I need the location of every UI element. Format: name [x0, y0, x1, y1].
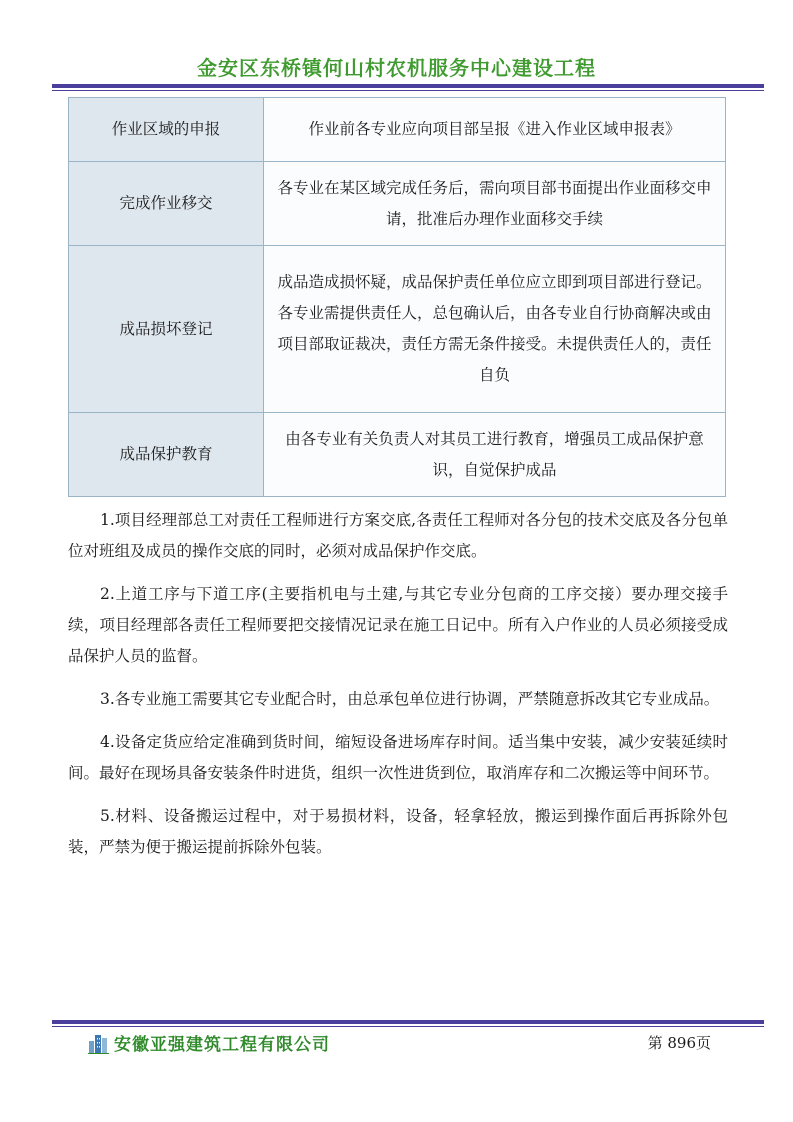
table-cell-label: 完成作业移交 [69, 162, 264, 246]
table-cell-label: 作业区域的申报 [69, 98, 264, 162]
body-text [68, 505, 728, 875]
footer-rule-thin [52, 1026, 764, 1027]
paragraph: 1.项目经理部总工对责任工程师进行方案交底,各责任工程师对各分包的技术交底及各分包单位对班组及成员的操作交底的同时，必须对成品保护作交底。 [68, 511, 728, 560]
header-rule-thin [52, 90, 764, 91]
paragraph: 4.设备定货应给定准确到货时间，缩短设备进场库存时间。适当集中安装，减少安装延续时间。最好在现场具备安装条件时进货，组织一次性进货到位，取消库存和二次搬运等中间环节。 [68, 733, 728, 782]
table-row [69, 246, 726, 413]
protection-table [68, 97, 726, 497]
header-rule-thick [52, 84, 764, 88]
table-cell-desc: 成品造成损怀疑，成品保护责任单位应立即到项目部进行登记。各专业需提供责任人，总包确认后，由各专业自行协商解决或由项目部取证裁决，责任方需无条件接受。未提供责任人的，责任自负 [264, 246, 726, 413]
table-row [69, 98, 726, 162]
page-header-title: 金安区东桥镇何山村农机服务中心建设工程 [197, 56, 596, 80]
table-row [69, 413, 726, 497]
building-logo-icon [88, 1032, 110, 1054]
paragraph: 2.上道工序与下道工序(主要指机电与土建,与其它专业分包商的工序交接）要办理交接手续，项目经理部各责任工程师要把交接情况记录在施工日记中。所有入户作业的人员必须接受成品保护人员的监督。 [68, 585, 728, 665]
table-cell-label: 成品保护教育 [69, 413, 264, 497]
page-number: 第 896页 [647, 1034, 711, 1052]
paragraph: 3.各专业施工需要其它专业配合时，由总承包单位进行协调，严禁随意拆改其它专业成品。 [100, 690, 720, 708]
company-name: 安徽亚强建筑工程有限公司 [114, 1035, 330, 1055]
table-row [69, 162, 726, 246]
paragraph: 5.材料、设备搬运过程中，对于易损材料，设备，轻拿轻放，搬运到操作面后再拆除外包装，严禁为便于搬运提前拆除外包装。 [68, 807, 728, 856]
table-cell-desc: 由各专业有关负责人对其员工进行教育，增强员工成品保护意识，自觉保护成品 [264, 413, 726, 497]
footer-company [88, 1030, 330, 1055]
table-cell-desc: 各专业在某区域完成任务后，需向项目部书面提出作业面移交申请，批准后办理作业面移交手续 [264, 162, 726, 246]
table-cell-label: 成品损坏登记 [69, 246, 264, 413]
table-cell-desc: 作业前各专业应向项目部呈报《进入作业区域申报表》 [264, 98, 726, 162]
footer-rule-thick [52, 1020, 764, 1024]
